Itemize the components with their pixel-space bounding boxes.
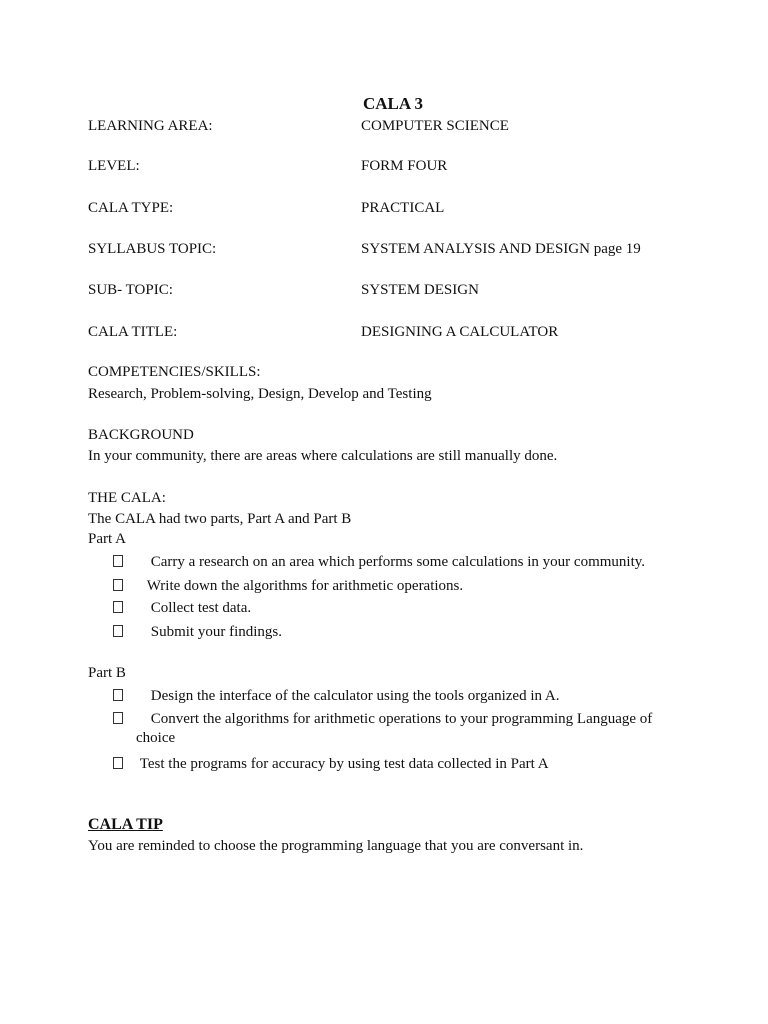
cala-intro: The CALA had two parts, Part A and Part B <box>88 511 352 527</box>
competencies-heading: COMPETENCIES/SKILLS: <box>88 364 261 380</box>
field-label-syllabus-topic: SYLLABUS TOPIC: <box>88 241 217 257</box>
field-value-learning-area: COMPUTER SCIENCE <box>361 118 509 134</box>
checkbox-square-icon <box>113 712 123 724</box>
cala-heading: THE CALA: <box>88 490 166 506</box>
list-item <box>113 576 463 596</box>
field-value-cala-title: DESIGNING A CALCULATOR <box>361 324 559 340</box>
document-title: CALA 3 <box>363 94 423 113</box>
list-item <box>113 754 549 774</box>
field-value-level: FORM FOUR <box>361 158 448 174</box>
list-item <box>113 552 645 572</box>
background-heading: BACKGROUND <box>88 427 194 443</box>
list-item <box>113 622 282 642</box>
checkbox-square-icon <box>113 555 123 567</box>
checkbox-square-icon <box>113 601 123 613</box>
checkbox-square-icon <box>113 625 123 637</box>
list-item-text: Collect test data. <box>150 600 252 616</box>
list-item-text: Write down the algorithms for arithmetic operations. <box>146 578 464 594</box>
list-item <box>113 598 251 618</box>
field-label-learning-area: LEARNING AREA: <box>88 118 213 134</box>
field-value-cala-type: PRACTICAL <box>361 200 445 216</box>
field-value-syllabus-topic: SYSTEM ANALYSIS AND DESIGN page 19 <box>361 241 641 257</box>
list-item-text: Submit your findings. <box>150 624 283 640</box>
tip-text: You are reminded to choose the programming language that you are conversant in. <box>88 838 584 854</box>
list-item-text: Design the interface of the calculator using the tools organized in A. <box>150 688 560 704</box>
background-text: In your community, there are areas where calculations are still manually done. <box>88 448 558 464</box>
competencies-text: Research, Problem-solving, Design, Develop and Testing <box>88 386 432 402</box>
list-item <box>113 686 560 706</box>
list-item-text: Test the programs for accuracy by using test data collected in Part A <box>139 756 549 772</box>
list-item-text: Carry a research on an area which performs some calculations in your community. <box>150 554 646 570</box>
list-item <box>113 709 652 729</box>
field-value-sub-topic: SYSTEM DESIGN <box>361 282 479 298</box>
tip-heading: CALA TIP <box>88 816 163 833</box>
part-b-heading: Part B <box>88 665 126 681</box>
checkbox-square-icon <box>113 579 123 591</box>
checkbox-square-icon <box>113 757 123 769</box>
part-a-heading: Part A <box>88 531 126 547</box>
checkbox-square-icon <box>113 689 123 701</box>
field-label-cala-title: CALA TITLE: <box>88 324 178 340</box>
field-label-level: LEVEL: <box>88 158 140 174</box>
field-label-cala-type: CALA TYPE: <box>88 200 174 216</box>
field-label-sub-topic: SUB- TOPIC: <box>88 282 173 298</box>
list-item-text: Convert the algorithms for arithmetic operations to your programming Language of <box>150 711 653 727</box>
list-item-text-continuation: choice <box>136 730 176 746</box>
